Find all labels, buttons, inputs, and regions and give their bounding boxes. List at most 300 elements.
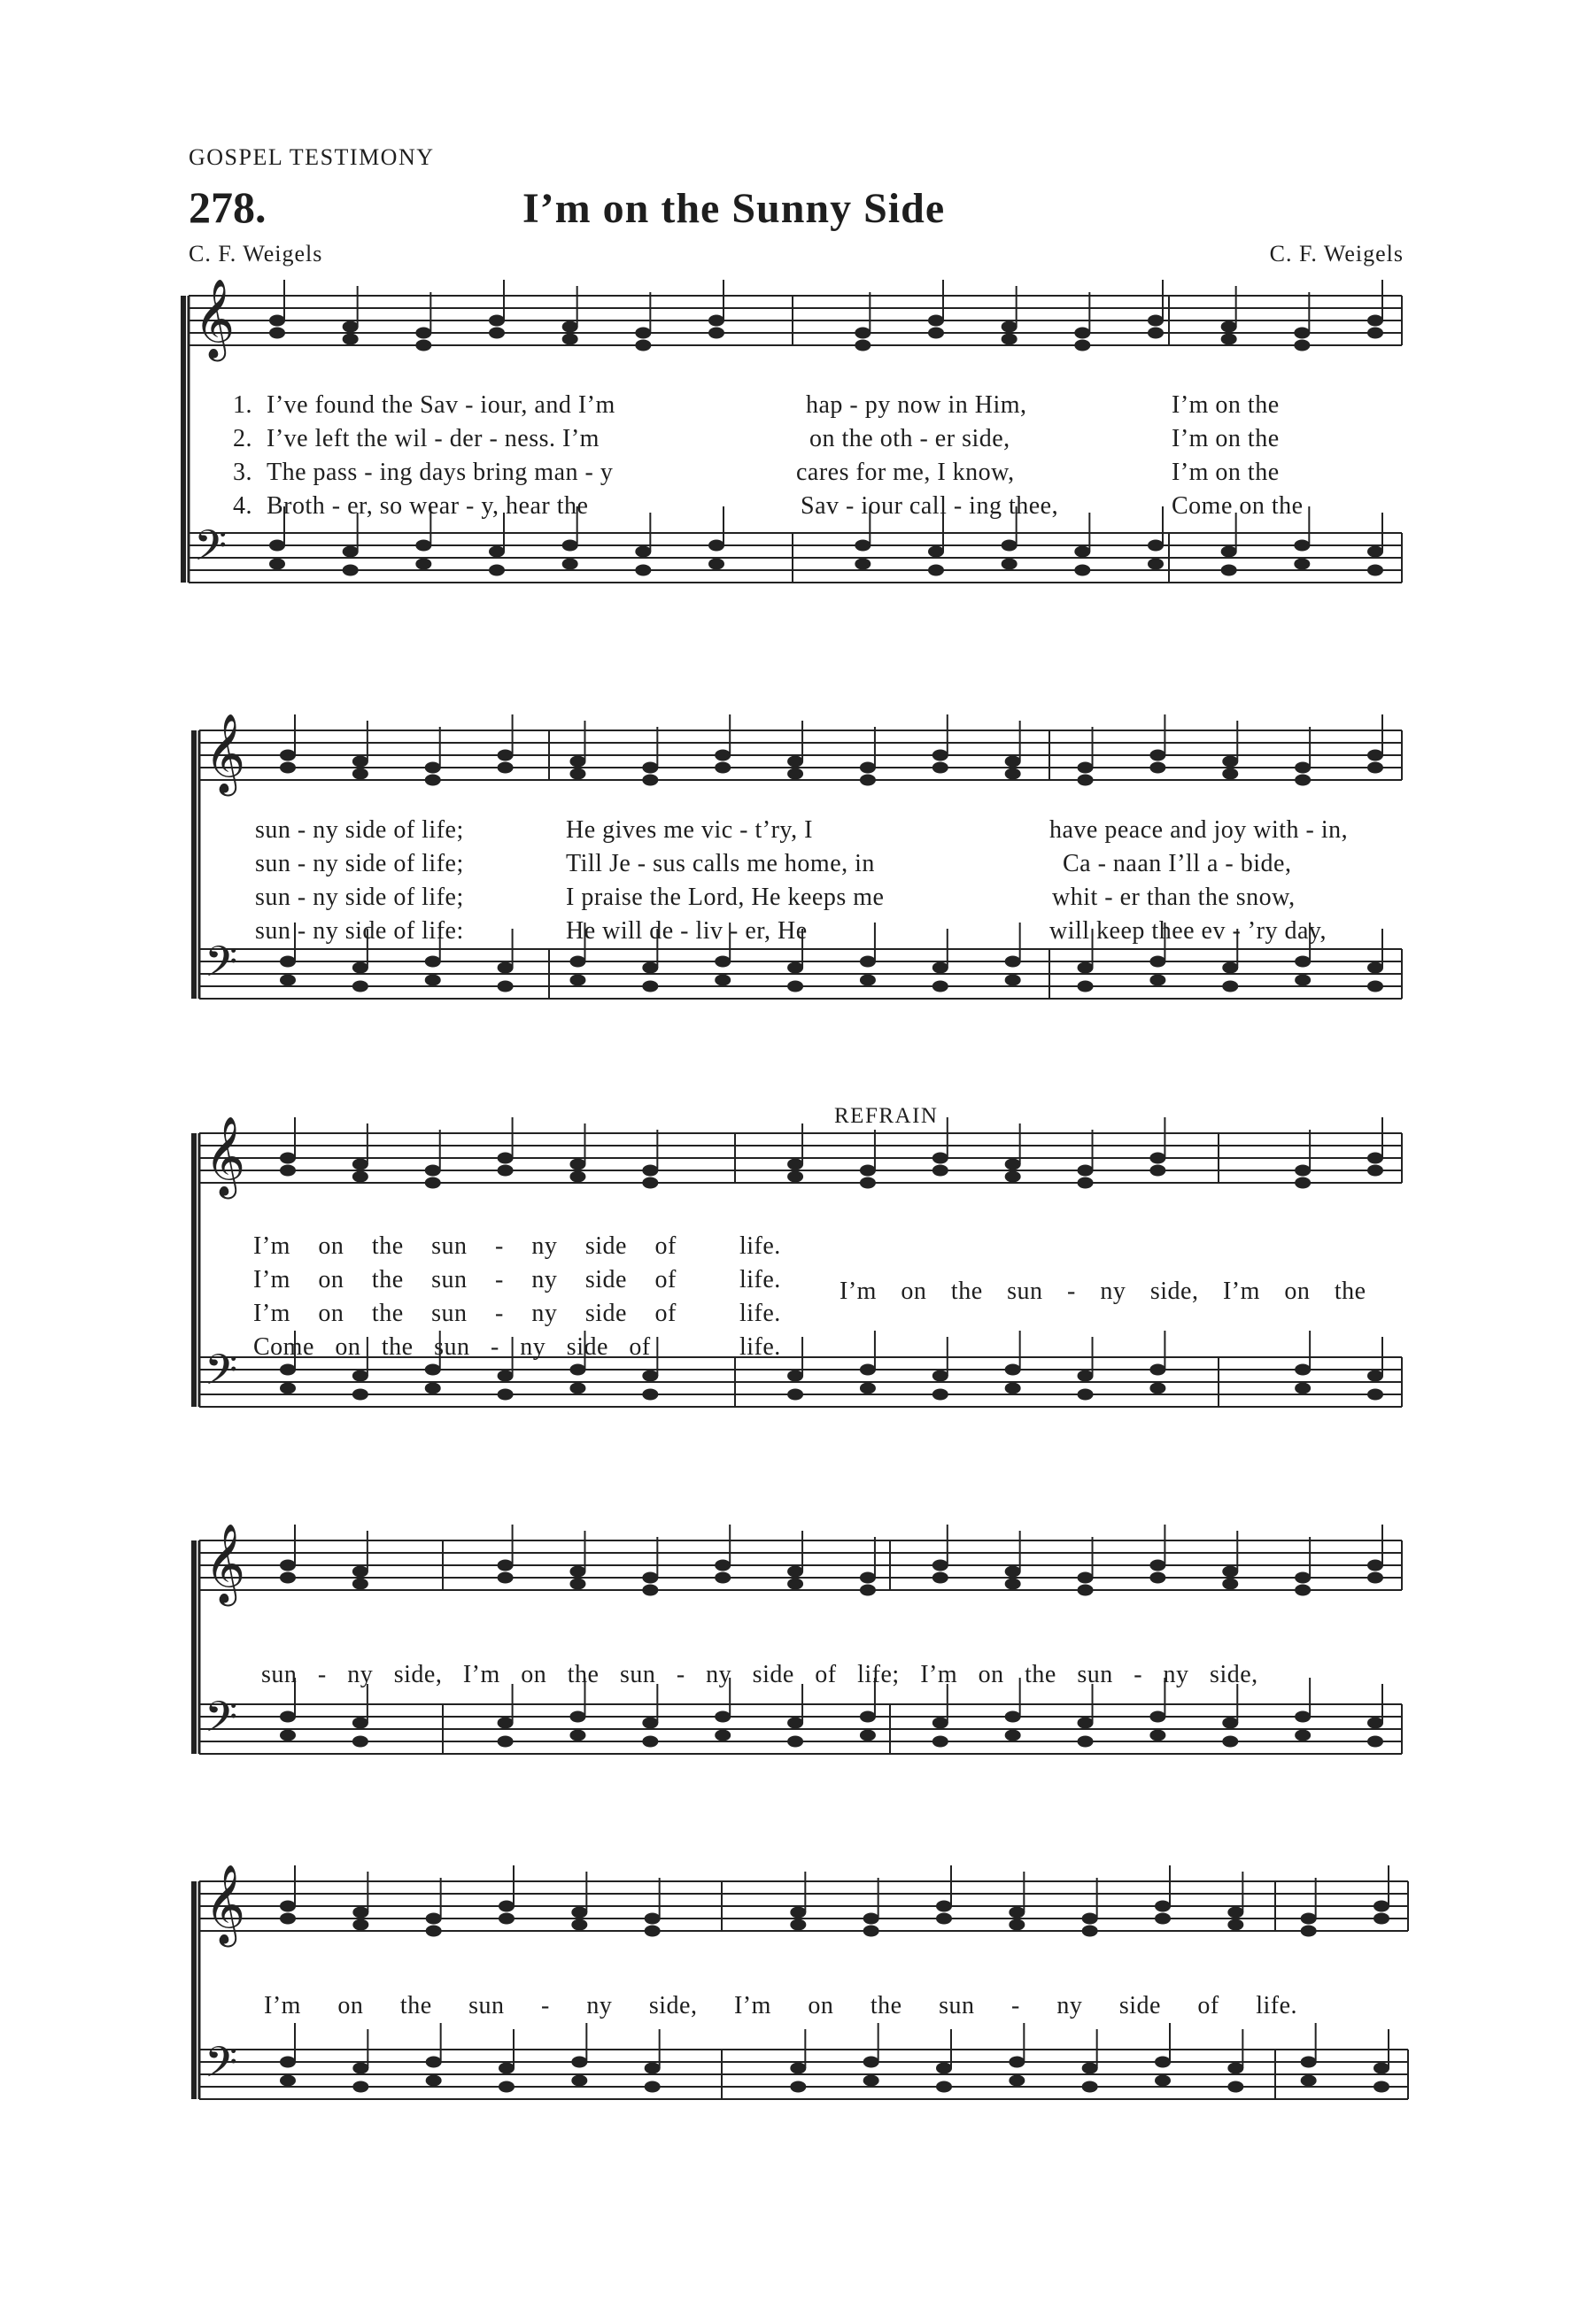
note-head <box>425 956 441 968</box>
note-head <box>1367 1572 1383 1584</box>
verse-3-lyric-b: cares for me, I know, <box>796 459 1015 486</box>
note-head <box>280 1165 296 1177</box>
note-head <box>498 1165 514 1177</box>
note-head <box>642 1370 658 1382</box>
section-heading: GOSPEL TESTIMONY <box>189 144 435 170</box>
note-head <box>489 546 505 558</box>
note-head <box>1155 2075 1171 2087</box>
note-head <box>280 1913 296 1925</box>
refrain-line3: I’m on the sun - ny side, I’m on the sun - ny side of life. <box>264 1992 1298 2019</box>
note-head <box>932 1165 948 1177</box>
note-head <box>1295 1730 1311 1741</box>
note-head <box>1222 1736 1238 1748</box>
note-head <box>280 1711 296 1723</box>
refrain-line1: I’m on the sun - ny side, I’m on the <box>840 1278 1366 1305</box>
note-head <box>790 1919 806 1931</box>
bass-clef: 𝄢 <box>205 937 238 997</box>
verse-1-number: 1. <box>233 391 252 419</box>
note-head <box>860 1572 876 1584</box>
note-head <box>787 1718 803 1729</box>
note-head <box>1373 1901 1389 1912</box>
note-head <box>498 1389 514 1401</box>
note-head <box>860 762 876 774</box>
note-head <box>1295 1711 1311 1723</box>
note-head <box>569 1711 585 1723</box>
note-head <box>1005 1579 1021 1590</box>
verse-1-lyric-a: I’ve found the Sav - iour, and I’m <box>267 391 615 419</box>
note-head <box>863 2075 879 2087</box>
note-head <box>790 2081 806 2093</box>
verse-2-lyric-b: on the oth - er side, <box>809 425 1010 452</box>
refrain-line2: sun - ny side, I’m on the sun - ny side of life; I’m on the sun - ny side, <box>261 1661 1258 1688</box>
note-head <box>1222 1566 1238 1578</box>
treble-clef: 𝄞 <box>205 714 246 793</box>
note-head <box>499 1913 515 1925</box>
verse-2-line3-b: life. <box>739 1266 781 1293</box>
note-head <box>787 1566 803 1578</box>
note-head <box>787 962 803 974</box>
note-head <box>269 559 285 570</box>
note-head <box>352 962 368 974</box>
note-head <box>715 1560 731 1571</box>
note-head <box>569 1579 585 1590</box>
note-head <box>352 756 368 768</box>
note-head <box>715 762 731 774</box>
note-head <box>1301 1913 1317 1925</box>
note-head <box>645 1926 661 1937</box>
note-head <box>425 775 441 786</box>
note-head <box>1367 1736 1383 1748</box>
note-head <box>1149 762 1165 774</box>
note-head <box>426 1926 442 1937</box>
note-head <box>642 981 658 992</box>
note-head <box>932 1572 948 1584</box>
note-head <box>352 2081 368 2093</box>
note-head <box>1149 1165 1165 1177</box>
note-head <box>1005 1171 1021 1183</box>
hymn-title: I’m on the Sunny Side <box>522 185 946 232</box>
note-head <box>1074 340 1090 351</box>
note-head <box>932 750 948 761</box>
note-head <box>569 956 585 968</box>
note-head <box>426 1913 442 1925</box>
note-head <box>635 340 651 351</box>
note-head <box>1295 762 1311 774</box>
note-head <box>645 2063 661 2074</box>
note-head <box>499 2081 515 2093</box>
note-head <box>928 546 944 558</box>
note-head <box>1005 1566 1021 1578</box>
note-head <box>787 1736 803 1748</box>
note-head <box>932 1718 948 1729</box>
note-head <box>860 1165 876 1177</box>
note-head <box>928 315 944 327</box>
note-head <box>562 559 578 570</box>
note-head <box>863 2057 879 2068</box>
note-head <box>569 1159 585 1170</box>
note-head <box>855 540 871 552</box>
note-head <box>1149 750 1165 761</box>
note-head <box>343 546 359 558</box>
verse-1-line3-a: I’m on the sun - ny side of <box>253 1232 677 1260</box>
note-head <box>269 315 285 327</box>
note-head <box>415 540 431 552</box>
note-head <box>1082 2063 1098 2074</box>
note-head <box>787 768 803 780</box>
note-head <box>569 1171 585 1183</box>
verse-3-line2-c: whit - er than the snow, <box>1052 884 1296 911</box>
note-head <box>1005 975 1021 986</box>
verse-3-number: 3. <box>233 459 252 486</box>
note-head <box>1295 1585 1311 1596</box>
note-head <box>642 1572 658 1584</box>
verse-1-line2-c: have peace and joy with - in, <box>1049 816 1349 844</box>
note-head <box>426 2057 442 2068</box>
note-head <box>1082 1926 1098 1937</box>
note-head <box>1082 2081 1098 2093</box>
note-head <box>1367 1165 1383 1177</box>
note-head <box>343 565 359 576</box>
note-head <box>1009 2057 1025 2068</box>
verse-4-line2-b: He will de - liv - er, He <box>566 917 808 945</box>
note-head <box>708 540 724 552</box>
verse-4-lyric-b: Sav - iour call - ing thee, <box>801 492 1059 520</box>
note-head <box>280 956 296 968</box>
note-head <box>1078 775 1094 786</box>
note-head <box>343 321 359 333</box>
note-head <box>715 975 731 986</box>
note-head <box>1367 1560 1383 1571</box>
note-head <box>1078 981 1094 992</box>
note-head <box>715 956 731 968</box>
note-head <box>860 1364 876 1376</box>
note-head <box>1367 1153 1383 1164</box>
note-head <box>1367 328 1383 339</box>
note-head <box>1078 1165 1094 1177</box>
note-head <box>645 2081 661 2093</box>
note-head <box>860 1177 876 1189</box>
note-head <box>1002 321 1018 333</box>
verse-4-number: 4. <box>233 492 252 520</box>
note-head <box>932 1736 948 1748</box>
note-head <box>1005 956 1021 968</box>
note-head <box>790 2063 806 2074</box>
note-head <box>1002 559 1018 570</box>
note-head <box>269 328 285 339</box>
note-head <box>1295 1165 1311 1177</box>
note-head <box>499 1901 515 1912</box>
note-head <box>1009 2075 1025 2087</box>
note-head <box>932 962 948 974</box>
note-head <box>425 762 441 774</box>
note-head <box>715 750 731 761</box>
note-head <box>280 1572 296 1584</box>
note-head <box>489 565 505 576</box>
note-head <box>280 2057 296 2068</box>
note-head <box>1367 1370 1383 1382</box>
note-head <box>1078 1585 1094 1596</box>
note-head <box>1227 1907 1243 1919</box>
verse-2-line2-b: Till Je - sus calls me home, in <box>566 850 875 877</box>
note-head <box>352 1566 368 1578</box>
note-head <box>1301 2057 1317 2068</box>
note-head <box>562 321 578 333</box>
note-head <box>1009 1919 1025 1931</box>
note-head <box>855 328 871 339</box>
note-head <box>860 775 876 786</box>
note-head <box>352 768 368 780</box>
note-head <box>1295 1364 1311 1376</box>
note-head <box>1009 1907 1025 1919</box>
note-head <box>425 975 441 986</box>
note-head <box>642 762 658 774</box>
note-head <box>787 1159 803 1170</box>
note-head <box>1149 1711 1165 1723</box>
note-head <box>425 1364 441 1376</box>
note-head <box>1155 1913 1171 1925</box>
verse-1-line2-a: sun - ny side of life; <box>255 816 464 844</box>
note-head <box>1005 1159 1021 1170</box>
note-head <box>352 1919 368 1931</box>
note-head <box>860 1711 876 1723</box>
note-head <box>787 1370 803 1382</box>
note-head <box>787 756 803 768</box>
note-head <box>571 1907 587 1919</box>
note-head <box>352 981 368 992</box>
note-head <box>932 1389 948 1401</box>
note-head <box>280 2075 296 2087</box>
note-head <box>1149 1730 1165 1741</box>
note-head <box>562 540 578 552</box>
note-head <box>1005 756 1021 768</box>
note-head <box>715 1711 731 1723</box>
verse-3-line3-b: life. <box>739 1300 781 1327</box>
note-head <box>1367 750 1383 761</box>
note-head <box>1222 1718 1238 1729</box>
note-head <box>642 775 658 786</box>
note-head <box>1074 328 1090 339</box>
note-head <box>280 1364 296 1376</box>
note-head <box>1002 540 1018 552</box>
verse-1-line2-b: He gives me vic - t’ry, I <box>566 816 813 844</box>
note-head <box>1078 1572 1094 1584</box>
note-head <box>1078 1370 1094 1382</box>
note-head <box>1082 1913 1098 1925</box>
note-head <box>932 1560 948 1571</box>
verse-4-line3-a: Come on the sun - ny side of <box>253 1333 651 1361</box>
note-head <box>1221 334 1237 345</box>
note-head <box>1295 1383 1311 1394</box>
note-head <box>489 315 505 327</box>
note-head <box>642 962 658 974</box>
note-head <box>860 1585 876 1596</box>
verse-2-line3-a: I’m on the sun - ny side of <box>253 1266 677 1293</box>
verse-4-lyric-c: Come on the <box>1172 492 1304 520</box>
note-head <box>1078 1389 1094 1401</box>
treble-clef: 𝄞 <box>205 1865 246 1944</box>
note-head <box>860 975 876 986</box>
note-head <box>1295 775 1311 786</box>
note-head <box>787 1171 803 1183</box>
note-head <box>708 328 724 339</box>
note-head <box>1148 315 1164 327</box>
note-head <box>280 1153 296 1164</box>
note-head <box>642 1585 658 1596</box>
treble-clef: 𝄞 <box>205 1524 246 1603</box>
note-head <box>498 1153 514 1164</box>
note-head <box>571 2075 587 2087</box>
note-head <box>1301 1926 1317 1937</box>
note-head <box>1295 956 1311 968</box>
note-head <box>280 975 296 986</box>
verse-2-number: 2. <box>233 425 252 452</box>
note-head <box>1222 981 1238 992</box>
note-head <box>1148 559 1164 570</box>
verse-1-lyric-c: I’m on the <box>1172 391 1280 419</box>
note-head <box>569 1383 585 1394</box>
refrain-label: REFRAIN <box>834 1104 939 1128</box>
note-head <box>1367 1389 1383 1401</box>
note-head <box>1149 1364 1165 1376</box>
note-head <box>269 540 285 552</box>
note-head <box>499 2063 515 2074</box>
note-head <box>855 559 871 570</box>
treble-clef: 𝄞 <box>194 279 236 359</box>
note-head <box>1078 1177 1094 1189</box>
note-head <box>1078 762 1094 774</box>
note-head <box>1294 340 1310 351</box>
note-head <box>715 1730 731 1741</box>
note-head <box>498 1736 514 1748</box>
note-head <box>498 1572 514 1584</box>
note-head <box>1155 1901 1171 1912</box>
note-head <box>932 1153 948 1164</box>
note-head <box>855 340 871 351</box>
note-head <box>280 1383 296 1394</box>
note-head <box>1221 546 1237 558</box>
verse-3-line2-a: sun - ny side of life; <box>255 884 464 911</box>
note-head <box>1074 565 1090 576</box>
verse-3-line3-a: I’m on the sun - ny side of <box>253 1300 677 1327</box>
note-head <box>1005 1383 1021 1394</box>
note-head <box>352 1389 368 1401</box>
note-head <box>928 565 944 576</box>
note-head <box>280 750 296 761</box>
note-head <box>498 1718 514 1729</box>
note-head <box>1149 975 1165 986</box>
bass-clef: 𝄢 <box>205 1692 238 1752</box>
note-head <box>635 546 651 558</box>
note-head <box>1294 559 1310 570</box>
note-head <box>863 1926 879 1937</box>
note-head <box>1294 328 1310 339</box>
note-head <box>928 328 944 339</box>
treble-clef: 𝄞 <box>205 1116 246 1196</box>
note-head <box>1148 328 1164 339</box>
verse-4-line3-b: life. <box>739 1333 781 1361</box>
note-head <box>1149 1153 1165 1164</box>
note-head <box>708 315 724 327</box>
verse-4-lyric-a: Broth - er, so wear - y, hear the <box>267 492 589 520</box>
verse-2-lyric-c: I’m on the <box>1172 425 1280 452</box>
note-head <box>498 750 514 761</box>
verse-2-line2-c: Ca - naan I’ll a - bide, <box>1063 850 1292 877</box>
note-head <box>1222 1579 1238 1590</box>
note-head <box>569 975 585 986</box>
note-head <box>1295 1177 1311 1189</box>
note-head <box>569 1730 585 1741</box>
note-head <box>715 1572 731 1584</box>
verse-3-lyric-c: I’m on the <box>1172 459 1280 486</box>
note-head <box>642 1177 658 1189</box>
note-head <box>1005 768 1021 780</box>
note-head <box>562 334 578 345</box>
note-head <box>1222 768 1238 780</box>
note-head <box>280 762 296 774</box>
note-head <box>352 1370 368 1382</box>
note-head <box>569 756 585 768</box>
note-head <box>352 1579 368 1590</box>
note-head <box>1373 2081 1389 2093</box>
verse-3-line2-b: I praise the Lord, He keeps me <box>566 884 885 911</box>
note-head <box>1222 962 1238 974</box>
note-head <box>860 1730 876 1741</box>
note-head <box>1295 1572 1311 1584</box>
note-head <box>415 328 431 339</box>
note-head <box>415 559 431 570</box>
note-head <box>708 559 724 570</box>
note-head <box>1074 546 1090 558</box>
note-head <box>1221 565 1237 576</box>
note-head <box>352 1718 368 1729</box>
note-head <box>280 1730 296 1741</box>
note-head <box>642 1389 658 1401</box>
note-head <box>635 565 651 576</box>
note-head <box>642 1165 658 1177</box>
note-head <box>1294 540 1310 552</box>
note-head <box>498 981 514 992</box>
note-head <box>1222 756 1238 768</box>
note-head <box>645 1913 661 1925</box>
note-head <box>1149 956 1165 968</box>
note-head <box>1367 1718 1383 1729</box>
note-head <box>426 2075 442 2087</box>
verse-1-line3-b: life. <box>739 1232 781 1260</box>
note-head <box>936 2081 952 2093</box>
note-head <box>571 2057 587 2068</box>
note-head <box>1078 962 1094 974</box>
note-head <box>569 1364 585 1376</box>
note-head <box>1078 1718 1094 1729</box>
note-head <box>787 1579 803 1590</box>
bass-clef: 𝄢 <box>205 2037 238 2097</box>
note-head <box>1002 334 1018 345</box>
note-head <box>1295 975 1311 986</box>
note-head <box>280 1901 296 1912</box>
note-head <box>787 1389 803 1401</box>
note-head <box>498 1560 514 1571</box>
note-head <box>1149 1560 1165 1571</box>
note-head <box>932 1370 948 1382</box>
note-head <box>936 1913 952 1925</box>
bass-clef: 𝄢 <box>194 521 228 581</box>
note-head <box>642 1736 658 1748</box>
note-head <box>790 1907 806 1919</box>
note-head <box>1005 1364 1021 1376</box>
note-head <box>635 328 651 339</box>
note-head <box>1227 1919 1243 1931</box>
note-head <box>489 328 505 339</box>
